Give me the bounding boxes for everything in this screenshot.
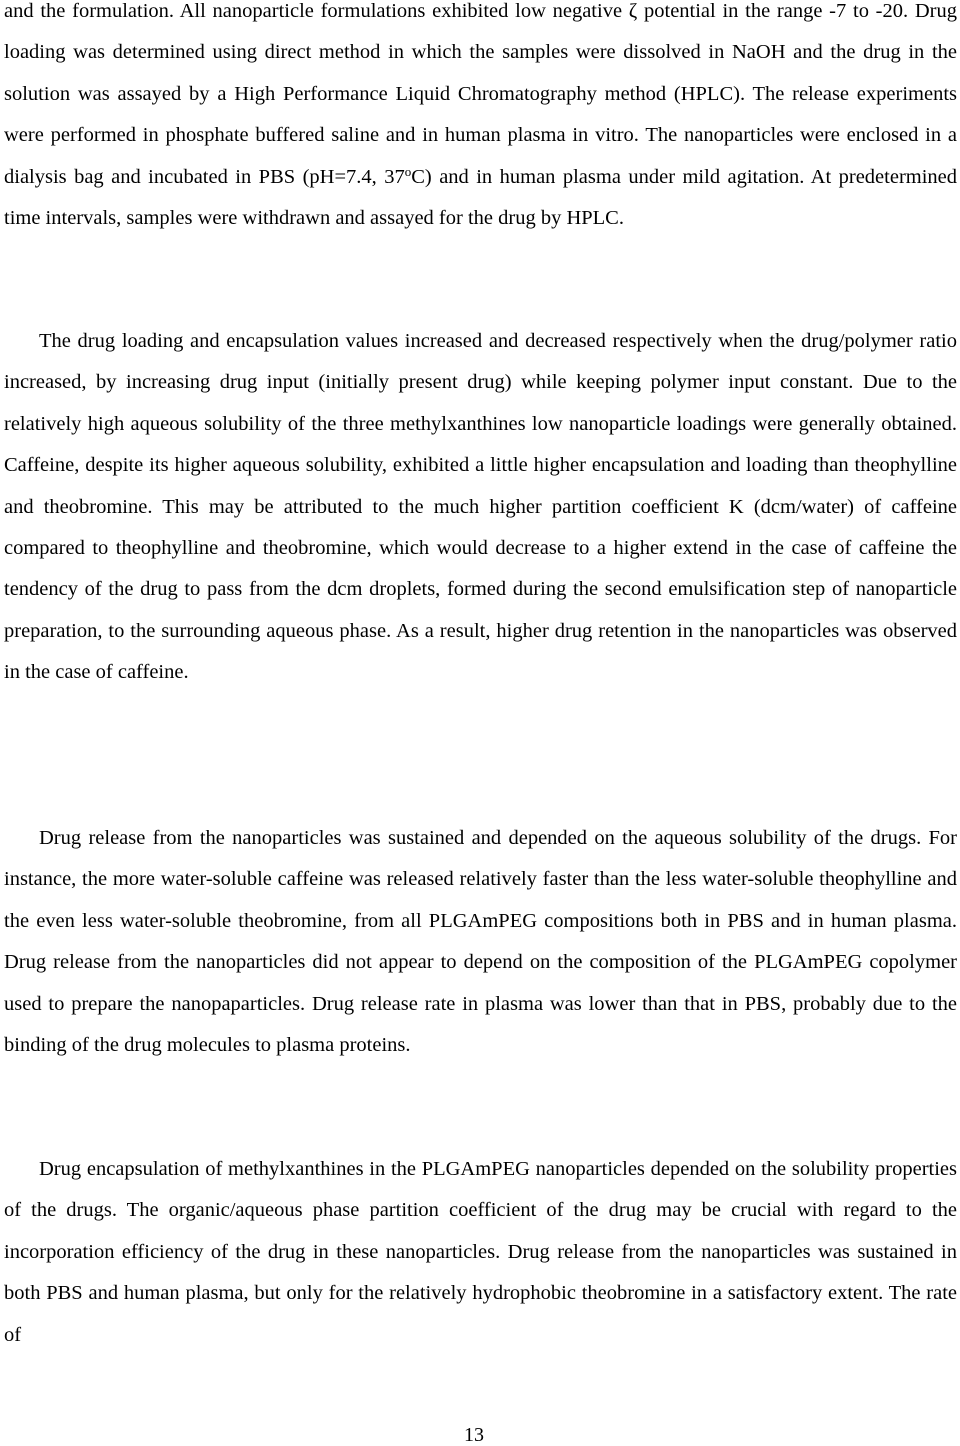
paragraph-drug-loading [4,321,957,694]
degree-superscript: o [404,163,412,179]
paragraph-drug-release [4,818,957,1066]
paragraph-formulation-methods [4,0,957,239]
paragraph-text: and the formulation. All nanoparticle formulations exhibited low negative ζ potential in the range -7 to -20. Drug loading was determined using direct method in which the samples were dissolved in NaOH and the drug in the solution was assayed by a High Performance Liquid Chromatography method (HPLC). The release experiments were performed in phosphate buffered saline and in human plasma in vitro. The nanoparticles were enclosed in a dialysis bag and incubated in PBS (pH=7.4, 37 [4,0,957,188]
paragraph-drug-encapsulation [4,1149,957,1356]
paragraph-text: Drug release from the nanoparticles was sustained and depended on the aqueous solubility of the drugs. For instance, the more water-soluble caffeine was released relatively faster than the less water-soluble theophylline and the even less water-soluble theobromine, from all PLGAmPEG compositions both in PBS and in human plasma. Drug release from the nanoparticles did not appear to depend on the composition of the PLGAmPEG copolymer used to prepare the nanopaparticles. Drug release rate in plasma was lower than that in PBS, probably due to the binding of the drug molecules to plasma proteins. [4,827,957,1057]
page-number: 13 [464,1424,484,1446]
paragraph-text: The drug loading and encapsulation values increased and decreased respectively when the drug/polymer ratio increased, by increasing drug input (initially present drug) while keeping polymer input constant. Due to the relatively high aqueous solubility of the three methylxanthines low nanoparticle loadings were generally obtained. Caffeine, despite its higher aqueous solubility, exhibited a little higher encapsulation and loading than theophylline and theobromine. This may be attributed to the much higher partition coefficient K (dcm/water) of caffeine compared to theophylline and theobromine, which would decrease to a higher extend in the case of caffeine the tendency of the drug to pass from the dcm droplets, formed during the second emulsification step of nanoparticle preparation, to the surrounding aqueous phase. As a result, higher drug retention in the nanoparticles was observed in the case of caffeine. [4,330,957,684]
paragraph-text: Drug encapsulation of methylxanthines in the PLGAmPEG nanoparticles depended on the solubility properties of the drugs. The organic/aqueous phase partition coefficient of the drug may be crucial with regard to the incorporation efficiency of the drug in these nanoparticles. Drug release from the nanoparticles was sustained in both PBS and human plasma, but only for the relatively hydrophobic theobromine in a satisfactory extent. The rate of [4,1158,957,1346]
paragraph-text-continued: C) and in human plasma under mild agitation. At predetermined time intervals, samples were withdrawn and assayed for the drug by HPLC. [4,165,958,230]
